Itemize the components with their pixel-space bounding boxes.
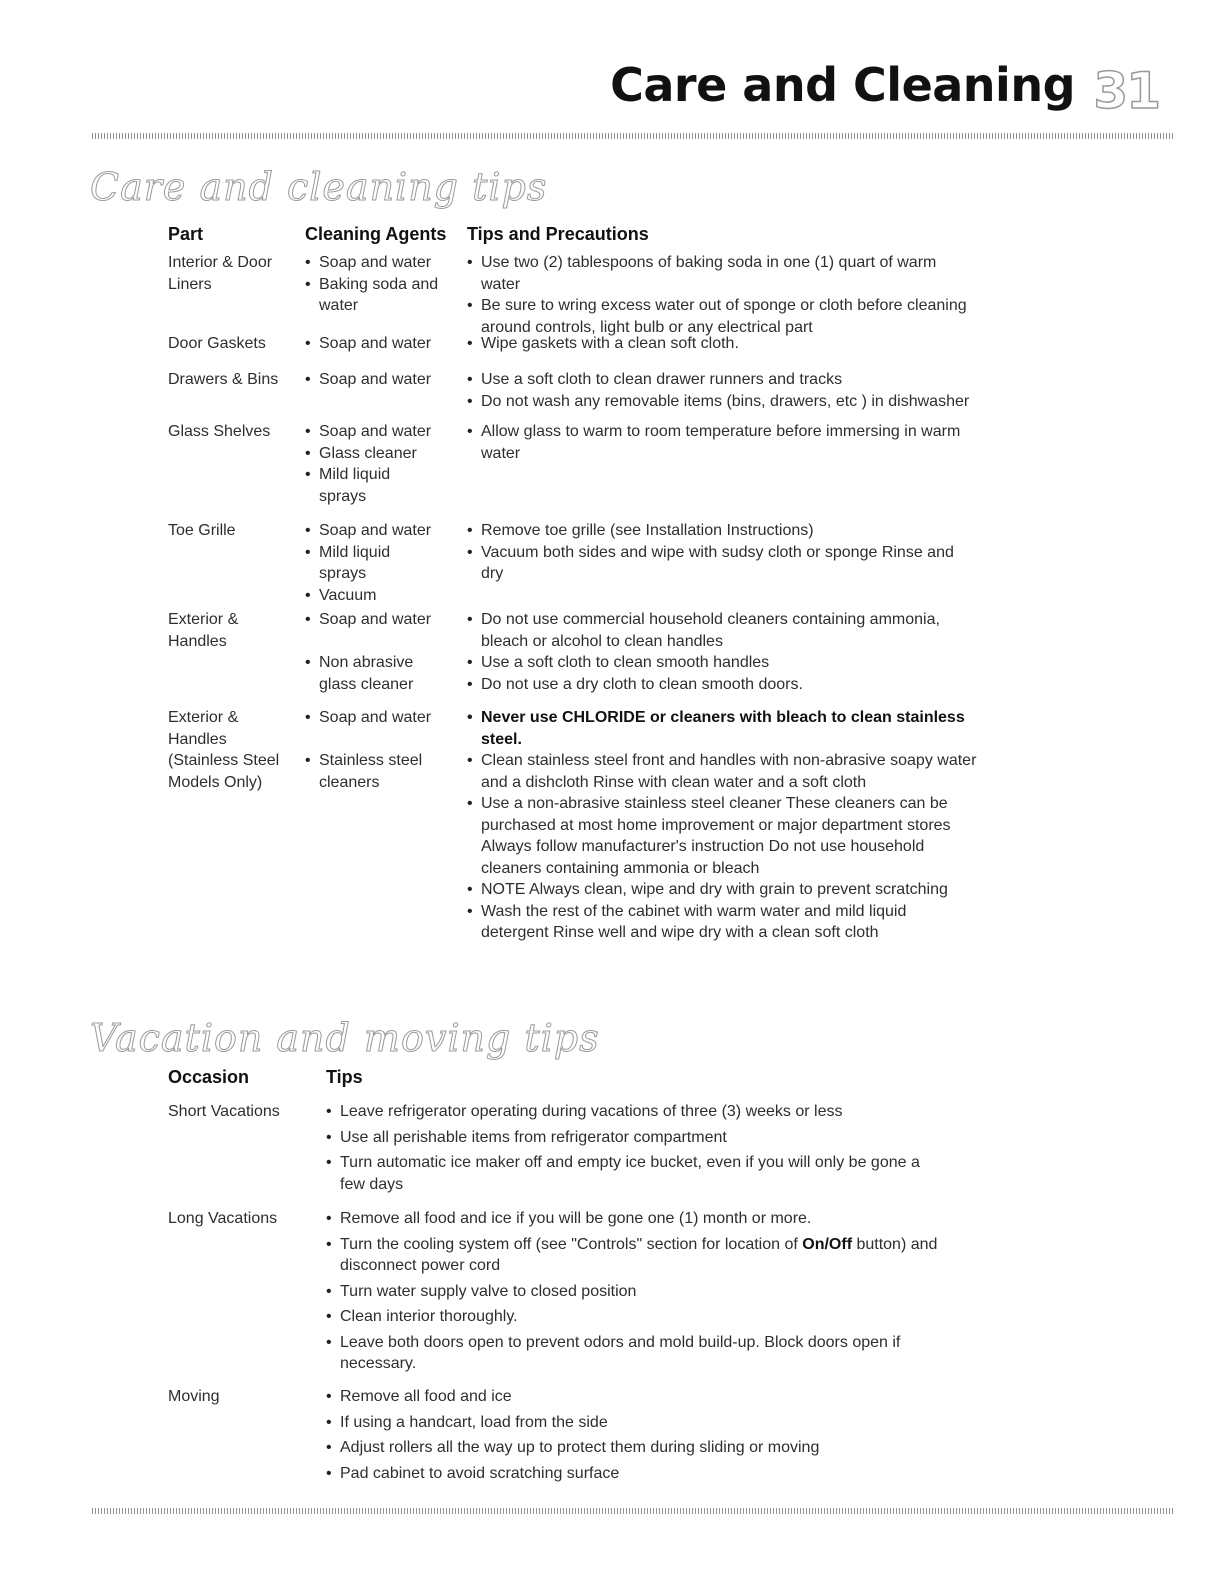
agents-list xyxy=(305,252,455,317)
part-cell: Exterior & Handles (Stainless Steel Models Only) xyxy=(168,709,280,791)
agent-item: • Soap and water xyxy=(305,333,455,355)
agent-item: • Glass cleaner xyxy=(305,443,435,465)
part-cell: Door Gaskets xyxy=(168,335,266,352)
vacation-section-heading: Vacation and moving tips xyxy=(90,1016,600,1060)
tips-list xyxy=(467,520,977,585)
tip-item: • Remove toe grille (see Installation Instructions) xyxy=(467,520,977,542)
part-cell: Toe Grille xyxy=(168,522,236,539)
tip-item: • Clean interior thoroughly. xyxy=(326,1306,946,1328)
agent-item: • Non abrasive glass cleaner xyxy=(305,652,425,695)
tip-item: • Pad cabinet to avoid scratching surface xyxy=(326,1463,946,1485)
occasion-cell: Long Vacations xyxy=(168,1210,278,1227)
agent-item: • Soap and water xyxy=(305,520,435,542)
agent-item: • Baking soda and water xyxy=(305,274,455,317)
tips-list xyxy=(467,252,977,338)
part-cell: Drawers & Bins xyxy=(168,371,279,388)
agents-list xyxy=(305,652,425,695)
page-title: Care and Cleaning xyxy=(610,58,1075,112)
occasion-cell: Moving xyxy=(168,1388,220,1405)
part-cell: Glass Shelves xyxy=(168,423,271,440)
agents-list xyxy=(305,421,435,507)
tip-item: • Turn automatic ice maker off and empty ice bucket, even if you will only be gone a few days xyxy=(326,1152,946,1195)
agent-item: • Soap and water xyxy=(305,252,455,274)
tip-item: • Vacuum both sides and wipe with sudsy cloth or sponge Rinse and dry xyxy=(467,542,977,585)
tip-item: • Adjust rollers all the way up to protect them during sliding or moving xyxy=(326,1437,946,1459)
tips-list xyxy=(326,1386,946,1488)
agents-list xyxy=(305,609,455,631)
occasion-cell: Short Vacations xyxy=(168,1103,280,1120)
tip-item: • Do not use commercial household cleaners containing ammonia, bleach or alcohol to clean handles xyxy=(467,609,977,652)
tip-item: • Use a non-abrasive stainless steel cleaner These cleaners can be purchased at most home improvement or major department stores Always follow manufacturer's instruction Do not use household cleaners containing ammonia or bleach xyxy=(467,793,977,879)
warning-tip: • Never use CHLORIDE or cleaners with bleach to clean stainless steel. xyxy=(467,707,977,750)
care-section-heading: Care and cleaning tips xyxy=(90,165,548,209)
tip-item xyxy=(326,1234,946,1277)
on-off-button-label: On/Off xyxy=(802,1235,853,1253)
tip-item: • Wash the rest of the cabinet with warm water and mild liquid detergent Rinse well and wipe dry with a clean soft cloth xyxy=(467,901,977,944)
tips-list xyxy=(326,1208,946,1379)
tips-list xyxy=(467,707,977,944)
tip-item: • Be sure to wring excess water out of sponge or cloth before cleaning around controls, light bulb or any electrical part xyxy=(467,295,977,338)
tip-item: • Use a soft cloth to clean smooth handles xyxy=(467,652,977,674)
tip-item: • NOTE Always clean, wipe and dry with grain to prevent scratching xyxy=(467,879,977,901)
page-number: 31 xyxy=(1093,62,1159,120)
agent-item: • Vacuum xyxy=(305,585,435,607)
tip-item: • Clean stainless steel front and handles with non-abrasive soapy water and a dishcloth Rinse with clean water and a soft cloth xyxy=(467,750,977,793)
tip-item: • If using a handcart, load from the side xyxy=(326,1412,946,1434)
tip-item: • Use all perishable items from refrigerator compartment xyxy=(326,1127,946,1149)
tip-item: • Wipe gaskets with a clean soft cloth. xyxy=(467,333,977,355)
agent-item: • Soap and water xyxy=(305,369,455,391)
tip-item: • Leave both doors open to prevent odors and mold build-up. Block doors open if necessary. xyxy=(326,1332,946,1375)
agents-list xyxy=(305,520,435,606)
column-header-part: Part xyxy=(168,224,204,244)
tips-list xyxy=(467,333,977,355)
agent-item: • Mild liquid sprays xyxy=(305,542,435,585)
part-cell: Exterior & Handles xyxy=(168,611,239,650)
column-header-occasion: Occasion xyxy=(168,1067,250,1087)
column-header-agents: Cleaning Agents xyxy=(305,224,447,244)
column-header-tips: Tips and Precautions xyxy=(467,224,649,244)
agent-item: • Soap and water xyxy=(305,421,435,443)
tip-item: • Remove all food and ice xyxy=(326,1386,946,1408)
tips-list xyxy=(467,369,977,412)
header-divider xyxy=(92,133,1173,139)
agents-list xyxy=(305,369,455,391)
tip-item: • Use two (2) tablespoons of baking soda in one (1) quart of warm water xyxy=(467,252,977,295)
tip-item: • Leave refrigerator operating during vacations of three (3) weeks or less xyxy=(326,1101,946,1123)
agents-list xyxy=(305,750,430,793)
agent-item: • Soap and water xyxy=(305,707,455,729)
tip-item: • Turn water supply valve to closed position xyxy=(326,1281,946,1303)
tips-list xyxy=(467,652,977,695)
agents-list xyxy=(305,333,455,355)
tips-list xyxy=(467,421,977,464)
agent-item: • Stainless steel cleaners xyxy=(305,750,430,793)
tip-item: • Allow glass to warm to room temperature before immersing in warm water xyxy=(467,421,977,464)
agents-list xyxy=(305,707,455,729)
tip-text: Turn the cooling system off (see "Controls" section for location of xyxy=(340,1235,803,1253)
tips-list xyxy=(326,1101,946,1199)
tip-item: • Use a soft cloth to clean drawer runners and tracks xyxy=(467,369,977,391)
tip-item: • Do not wash any removable items (bins, drawers, etc ) in dishwasher xyxy=(467,391,977,413)
tip-item: • Remove all food and ice if you will be gone one (1) month or more. xyxy=(326,1208,946,1230)
column-header-tips: Tips xyxy=(326,1067,363,1087)
footer-divider xyxy=(92,1508,1173,1514)
tip-item: • Do not use a dry cloth to clean smooth doors. xyxy=(467,674,977,696)
tips-list xyxy=(467,609,977,652)
agent-item: • Mild liquid sprays xyxy=(305,464,435,507)
part-cell: Interior & Door Liners xyxy=(168,254,273,293)
tip-text: button) and disconnect power cord xyxy=(340,1235,938,1274)
agent-item: • Soap and water xyxy=(305,609,455,631)
